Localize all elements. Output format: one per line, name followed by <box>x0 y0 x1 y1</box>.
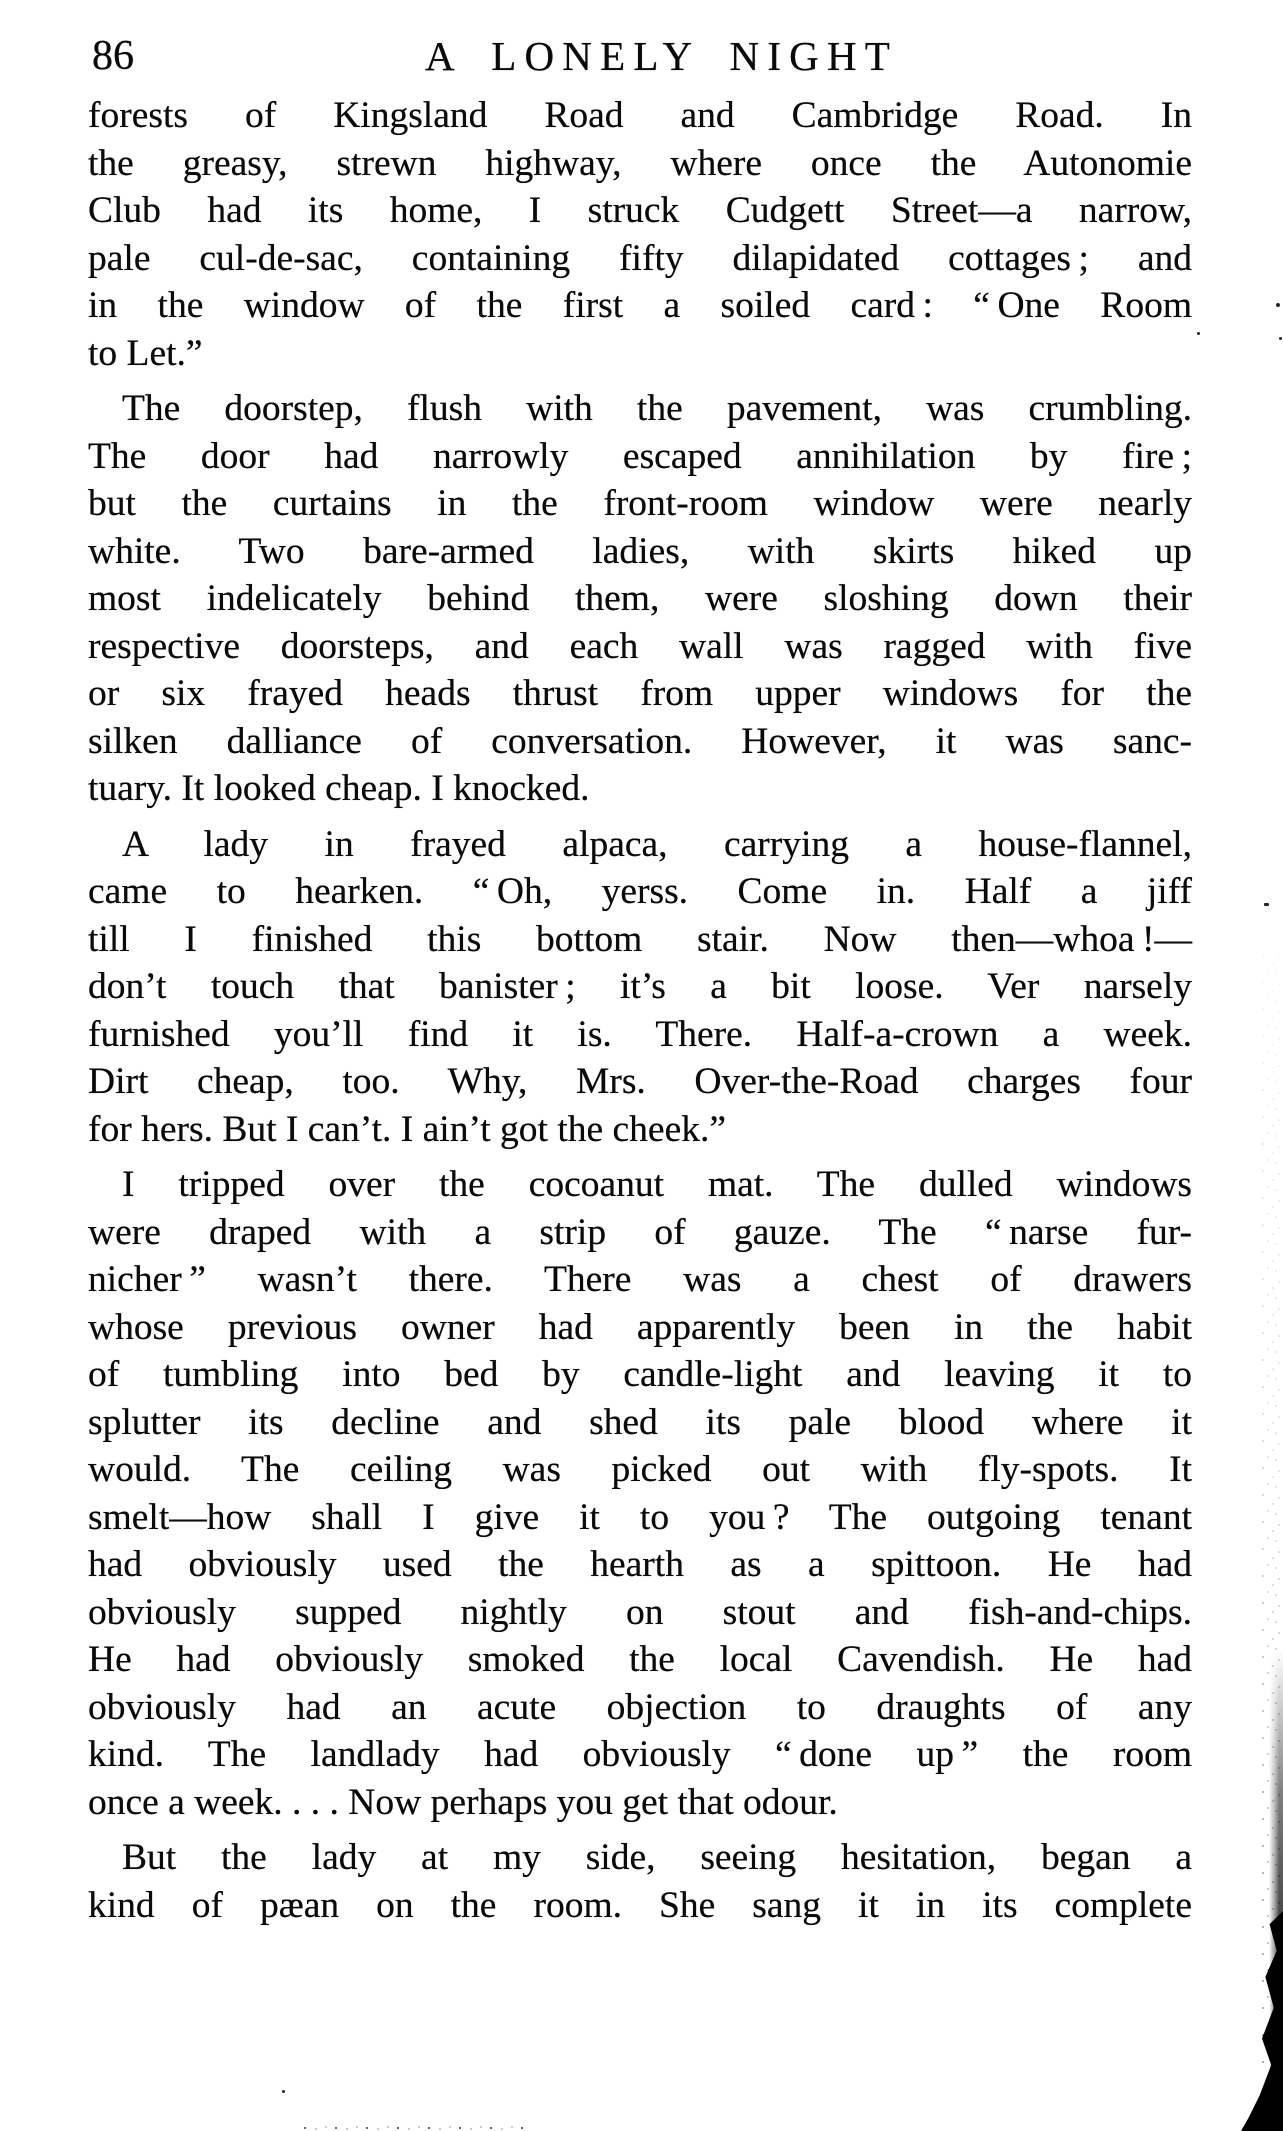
text-line: most indelicately behind them, were sloshing down their <box>88 578 1192 619</box>
page-header <box>0 30 1283 82</box>
text-line: for hers. But I can’t. I ain’t got the cheek.” <box>88 1108 726 1150</box>
paragraph <box>88 821 1192 1154</box>
scan-noise-bottom-strip <box>300 2123 530 2131</box>
text-line: kind of pæan on the room. She sang it in its complete <box>88 1884 1192 1926</box>
text-line: I tripped over the cocoanut mat. The dulled windows <box>122 1164 1192 1205</box>
running-title: A LONELY NIGHT <box>424 33 899 79</box>
text-line: The door had narrowly escaped annihilation by fire ; <box>88 435 1192 477</box>
text-line: don’t touch that banister ; it’s a bit loose. Ver narsely <box>88 966 1192 1007</box>
text-line: He had obviously smoked the local Cavendish. He had <box>88 1639 1192 1680</box>
text-line: were draped with a strip of gauze. The “ narse fur- <box>88 1211 1192 1253</box>
text-line: kind. The landlady had obviously “ done up ” the room <box>88 1734 1192 1775</box>
text-line: Dirt cheap, too. Why, Mrs. Over-the-Road charges four <box>88 1061 1192 1102</box>
text-line: white. Two bare-armed ladies, with skirts hiked up <box>88 530 1192 572</box>
text-line: the greasy, strewn highway, where once the Autonomie <box>88 142 1192 184</box>
text-line: furnished you’ll find it is. There. Half-a-crown a week. <box>88 1013 1192 1055</box>
text-line: till I finished this bottom stair. Now then—whoa !— <box>88 918 1192 960</box>
text-line: in the window of the first a soiled card : “ One Room <box>88 285 1192 326</box>
text-line: tuary. It looked cheap. I knocked. <box>88 768 590 809</box>
text-line: whose previous owner had apparently been in the habit <box>88 1306 1192 1348</box>
scan-speck <box>1279 337 1282 340</box>
paragraph <box>88 1161 1192 1826</box>
text-line: would. The ceiling was picked out with fly-spots. It <box>88 1449 1192 1490</box>
text-line: came to hearken. “ Oh, yerss. Come in. Half a jiff <box>88 871 1192 912</box>
text-line: forests of Kingsland Road and Cambridge Road. In <box>88 95 1192 136</box>
paragraph <box>88 92 1192 377</box>
body-text <box>88 92 1192 1929</box>
text-line: had obviously used the hearth as a spittoon. He had <box>88 1544 1192 1585</box>
scan-speck <box>1276 303 1280 307</box>
paragraph <box>88 1834 1192 1929</box>
scan-speck <box>1197 332 1200 335</box>
text-line: respective doorsteps, and each wall was ragged with five <box>88 625 1192 667</box>
page-number: 86 <box>92 33 134 79</box>
text-line: pale cul-de-sac, containing fifty dilapidated cottages ; and <box>88 237 1192 279</box>
text-line: once a week. . . . Now perhaps you get that odour. <box>88 1781 838 1823</box>
text-line: silken dalliance of conversation. However, it was sanc- <box>88 720 1192 762</box>
text-line: or six frayed heads thrust from upper windows for the <box>88 673 1192 714</box>
text-line: obviously had an acute objection to draughts of any <box>88 1686 1192 1728</box>
text-line: splutter its decline and shed its pale blood where it <box>88 1401 1192 1443</box>
text-line: Club had its home, I struck Cudgett Street—a narrow, <box>88 190 1192 231</box>
scan-speck <box>282 2090 285 2093</box>
paragraph <box>88 385 1192 813</box>
text-line: But the lady at my side, seeing hesitation, began a <box>122 1837 1192 1878</box>
text-line: nicher ” wasn’t there. There was a chest of drawers <box>88 1259 1192 1300</box>
scan-noise-corner-blob <box>1241 1911 1283 2131</box>
scan-noise-right-band <box>1259 950 1283 2131</box>
text-line: but the curtains in the front-room window were nearly <box>88 483 1192 524</box>
scan-speck <box>1264 903 1269 906</box>
text-line: obviously supped nightly on stout and fish-and-chips. <box>88 1591 1192 1633</box>
text-line: smelt—how shall I give it to you ? The outgoing tenant <box>88 1496 1192 1538</box>
text-line: of tumbling into bed by candle-light and leaving it to <box>88 1354 1192 1395</box>
text-line: to Let.” <box>88 332 203 374</box>
scan-noise-right-edge <box>1269 1650 1283 2131</box>
text-line: The doorstep, flush with the pavement, was crumbling. <box>122 388 1192 429</box>
text-line: A lady in frayed alpaca, carrying a house-flannel, <box>122 823 1192 865</box>
